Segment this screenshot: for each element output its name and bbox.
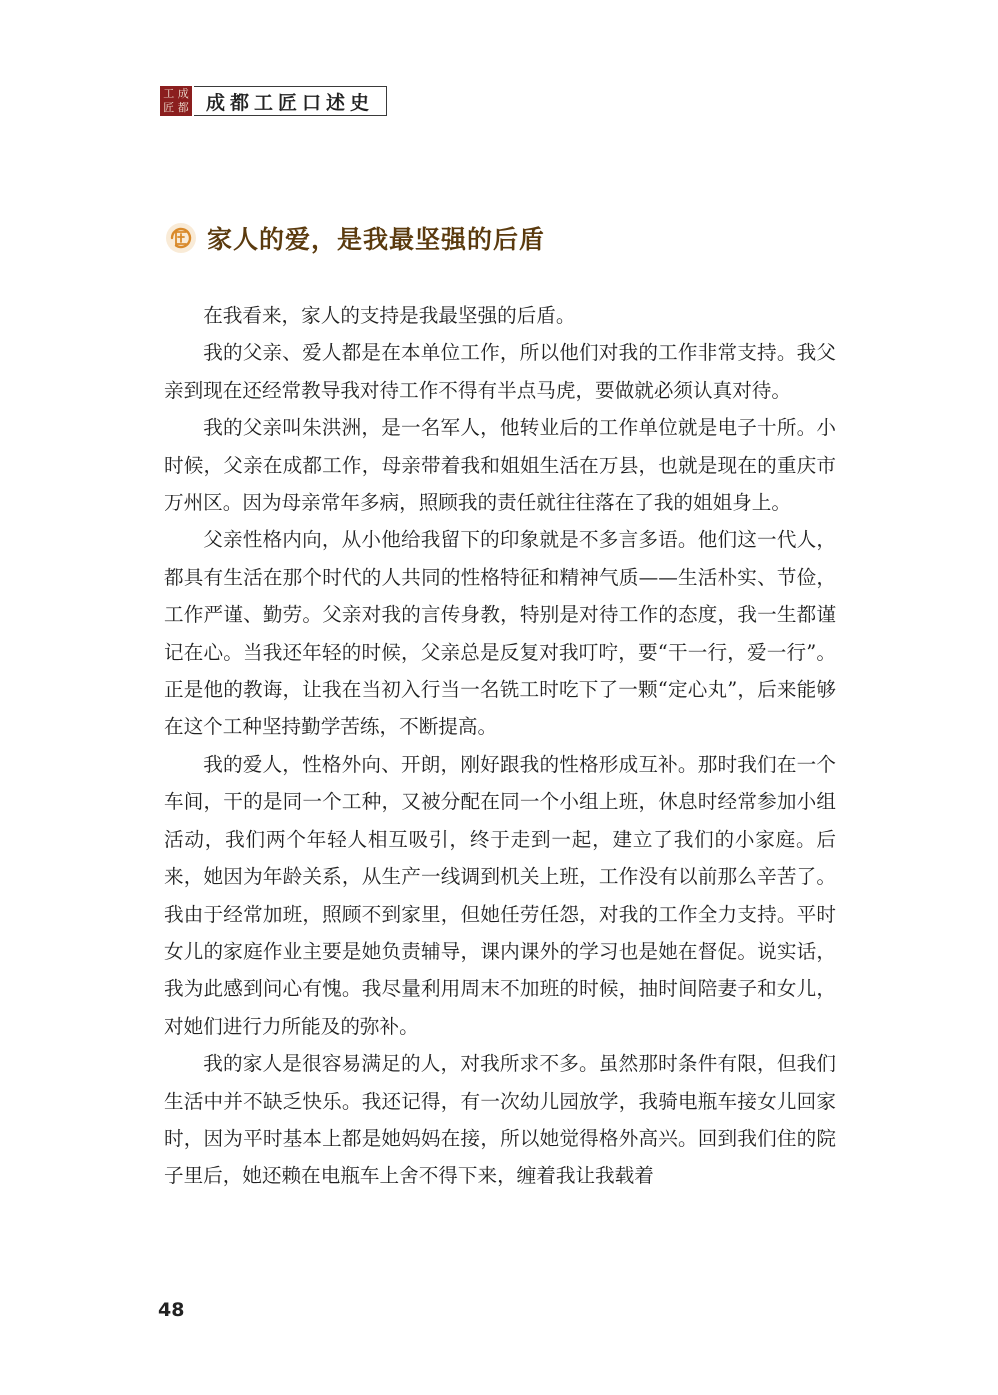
book-seal-logo [160, 86, 192, 116]
paragraph: 我的家人是很容易满足的人，对我所求不多。虽然那时条件有限，但我们生活中并不缺乏快乐。我还记得，有一次幼儿园放学，我骑电瓶车接女儿回家时，因为平时基本上都是她妈妈在接，所以她觉得格外高兴。回到我们住的院子里后，她还赖在电瓶车上舍不得下来，缠着我让我载着 [164, 1052, 836, 1188]
paragraph: 我的父亲叫朱洪洲，是一名军人，他转业后的工作单位就是电子十所。小时候，父亲在成都工作，母亲带着我和姐姐生活在万县，也就是现在的重庆市万州区。因为母亲常年多病，照顾我的责任就往往落在了我的姐姐身上。 [164, 416, 836, 515]
book-title: 成都工匠口述史 [206, 91, 375, 114]
chapter-title: 家人的爱，是我最坚强的后盾 [207, 225, 546, 254]
paragraph: 父亲性格内向，从小他给我留下的印象就是不多言多语。他们这一代人，都具有生活在那个时代的人共同的性格特征和精神气质——生活朴实、节俭，工作严谨、勤劳。父亲对我的言传身教，特别是对待工作的态度，我一生都谨记在心。当我还年轻的时候，父亲总是反复对我叮咛，要“干一行，爱一行”。正是他的教诲，让我在当初入行当一名铣工时吃下了一颗“定心丸”，后来能够在这个工种坚持勤学苦练，不断提高。 [164, 528, 836, 739]
seal-char: 工 [163, 87, 175, 100]
paragraph: 我的爱人，性格外向、开朗，刚好跟我的性格形成互补。那时我们在一个车间，干的是同一个工种，又被分配在同一个小组上班，休息时经常参加小组活动，我们两个年轻人相互吸引，终于走到一起，建立了我们的小家庭。后来，她因为年龄关系，从生产一线调到机关上班，工作没有以前那么辛苦了。我由于经常加班，照顾不到家里，但她任劳任怨，对我的工作全力支持。平时女儿的家庭作业主要是她负责辅导，课内课外的学习也是她在督促。说实话，我为此感到问心有愧。我尽量利用周末不加班的时候，抽时间陪妻子和女儿，对她们进行力所能及的弥补。 [164, 752, 836, 1038]
paragraph: 在我看来，家人的支持是我最坚强的后盾。 [203, 304, 576, 327]
book-title-box [194, 86, 387, 116]
craftsman-seal-icon [163, 220, 199, 256]
seal-char: 匠 [163, 100, 175, 114]
paragraph: 我的父亲、爱人都是在本单位工作，所以他们对我的工作非常支持。我父亲到现在还经常教导我对待工作不得有半点马虎，要做就必须认真对待。 [164, 341, 836, 402]
chapter-heading [163, 220, 545, 256]
page-number: 48 [158, 1299, 185, 1321]
running-header [160, 86, 387, 116]
body-text [164, 297, 836, 1195]
seal-char: 都 [177, 100, 189, 114]
seal-char: 成 [177, 87, 189, 100]
